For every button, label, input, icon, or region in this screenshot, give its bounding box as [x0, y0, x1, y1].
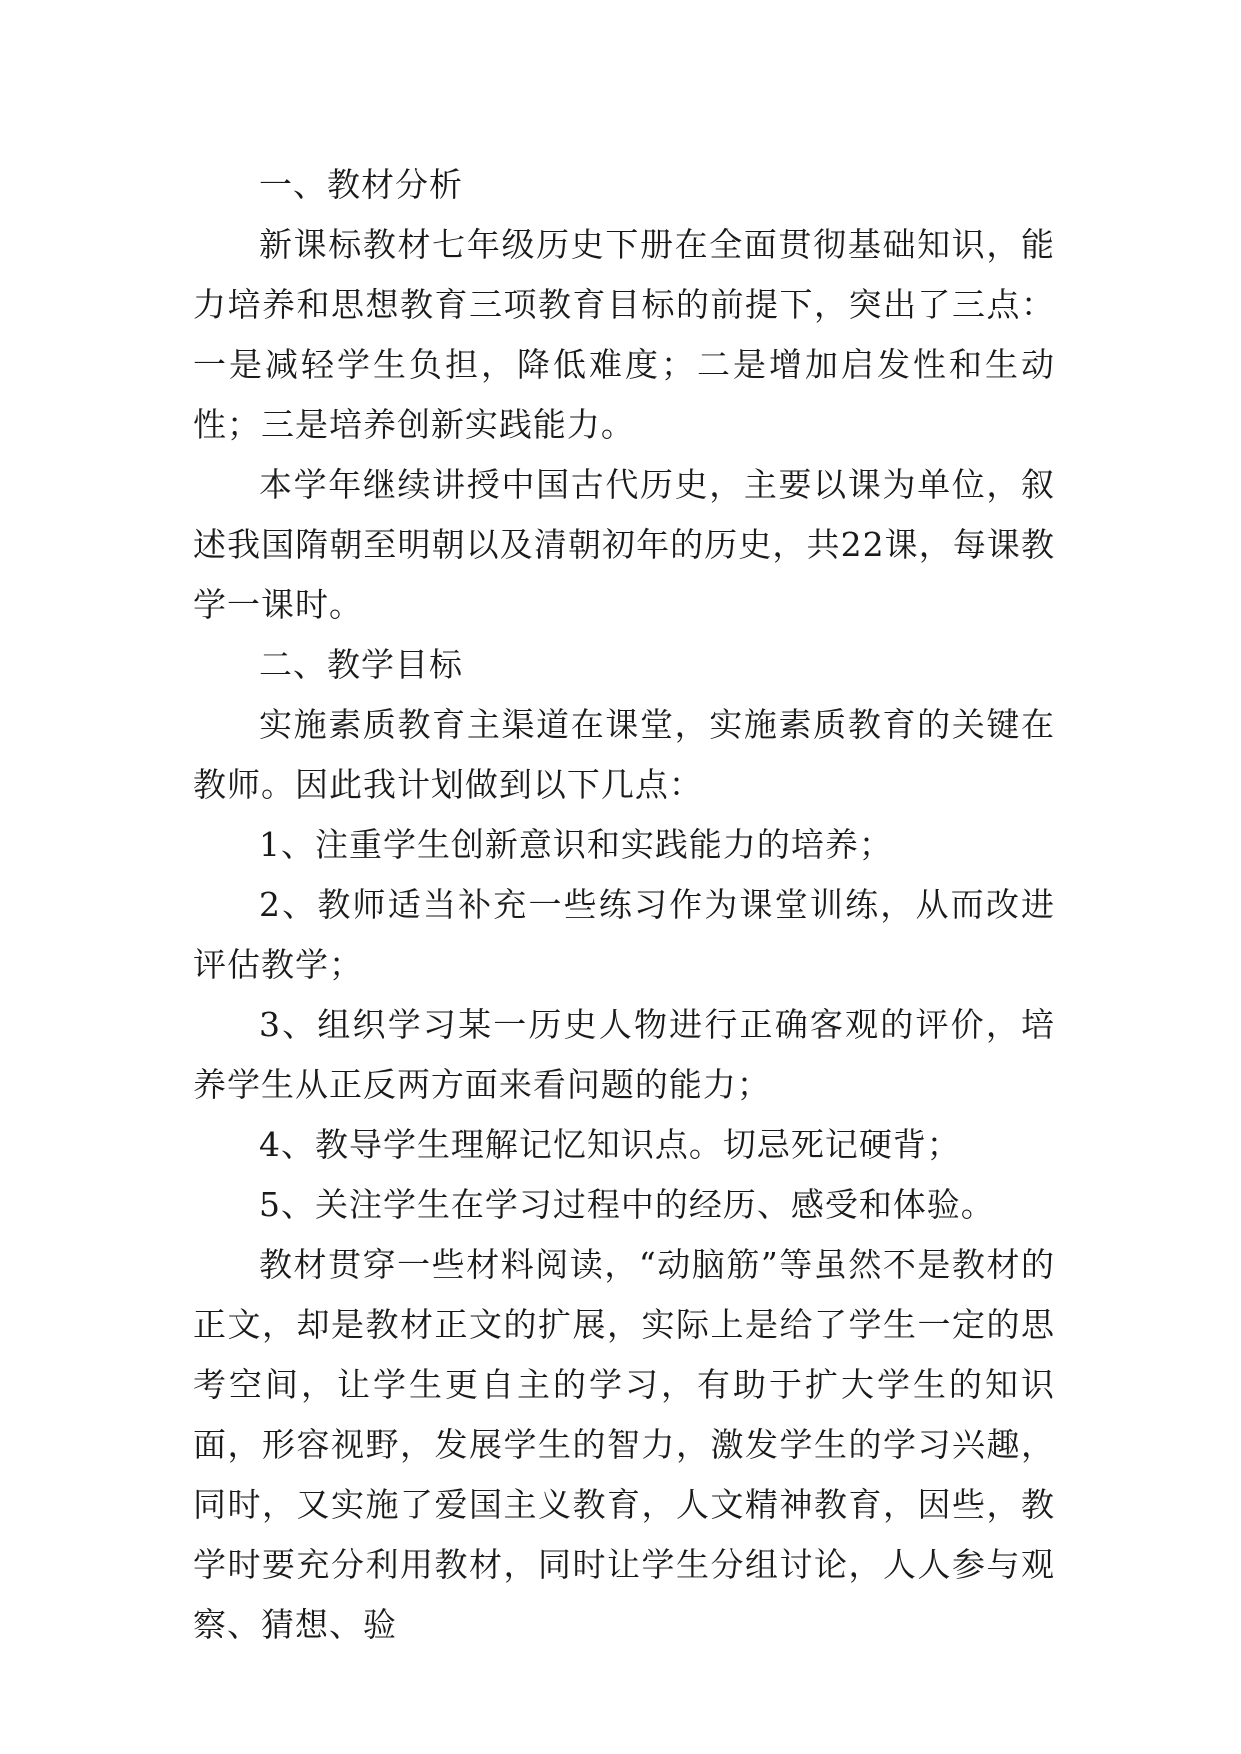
document-body: [193, 155, 1055, 1655]
section-heading-teaching-goals: 二、教学目标: [259, 645, 463, 684]
paragraph-materials-usage: 教材贯穿一些材料阅读，“动脑筋”等虽然不是教材的正文，却是教材正文的扩展，实际上是给了学生一定的思考空间，让学生更自主的学习，有助于扩大学生的知识面，形容视野，发展学生的智力，激发学生的学习兴趣，同时，又实施了爱国主义教育，人文精神教育，因些，教学时要充分利用教材，同时让学生分组讨论，人人参与观察、猜想、验: [193, 1245, 1055, 1644]
section-heading-textbook-analysis: 一、教材分析: [259, 165, 463, 204]
list-item-2: 2、教师适当补充一些练习作为课堂训练，从而改进评估教学；: [193, 885, 1055, 984]
paragraph-course-content: 本学年继续讲授中国古代历史，主要以课为单位，叙述我国隋朝至明朝以及清朝初年的历史，共22课，每课教学一课时。: [193, 465, 1055, 624]
paragraph-textbook-overview: 新课标教材七年级历史下册在全面贯彻基础知识，能力培养和思想教育三项教育目标的前提下，突出了三点：一是减轻学生负担，降低难度；二是增加启发性和生动性；三是培养创新实践能力。: [193, 225, 1055, 444]
list-item-5: 5、关注学生在学习过程中的经历、感受和体验。: [259, 1185, 995, 1224]
list-item-1: 1、注重学生创新意识和实践能力的培养；: [259, 825, 893, 864]
paragraph-goals-intro: 实施素质教育主渠道在课堂，实施素质教育的关键在教师。因此我计划做到以下几点：: [193, 705, 1055, 804]
list-item-4: 4、教导学生理解记忆知识点。切忌死记硬背；: [259, 1125, 961, 1164]
list-item-3: 3、组织学习某一历史人物进行正确客观的评价，培养学生从正反两方面来看问题的能力；: [193, 1005, 1055, 1104]
